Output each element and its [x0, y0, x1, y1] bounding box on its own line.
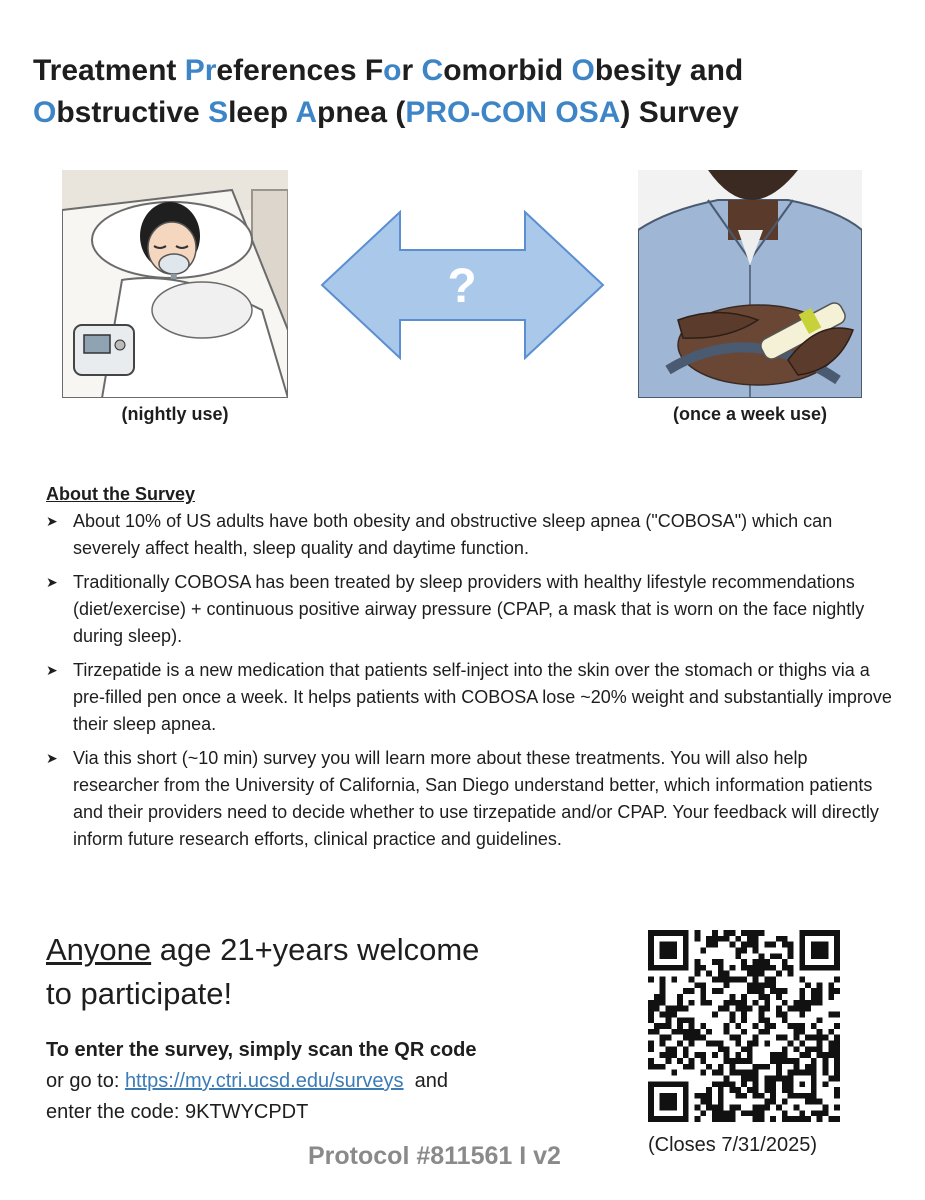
title-text: leep: [228, 96, 296, 129]
title-line-2: [33, 92, 903, 134]
closing-date: (Closes 7/31/2025): [648, 1134, 817, 1156]
survey-url-link[interactable]: https://my.ctri.ucsd.edu/surveys: [124, 1070, 404, 1092]
eligibility-statement: [46, 928, 606, 1016]
double-arrow-icon: [320, 210, 605, 360]
question-mark: ?: [447, 260, 477, 313]
goto-suffix: and: [403, 1070, 449, 1092]
title-highlight: C: [421, 54, 444, 87]
arrowhead-bullet-icon: ➤: [46, 750, 58, 766]
title-text: pnea (: [317, 96, 406, 129]
qr-code-icon[interactable]: [648, 930, 840, 1122]
cpap-sleeper-illustration: [62, 170, 288, 398]
bullet-text: Traditionally COBOSA has been treated by sleep providers with healthy lifestyle recommendations (diet/exercise) + continuous positive airway pressure (CPAP, a mask that is worn on the face nightly during sleep).: [73, 572, 865, 646]
bullet-text: Via this short (~10 min) survey you will learn more about these treatments. You will also help researcher from the University of California, San Diego understand better, which information patients and their providers need to decide whether to use tirzepatide and/or CPAP. Your feedback will directly inform future research efforts, clinical practice and guidelines.: [73, 748, 879, 849]
list-item: [46, 657, 896, 738]
about-bullet-list: [46, 508, 896, 853]
eligibility-line-2: to participate!: [46, 976, 233, 1011]
injection-pen-illustration: [638, 170, 862, 398]
nightly-use-caption: (nightly use): [121, 404, 229, 424]
goto-prefix: or go to:: [46, 1070, 125, 1092]
title-text: r: [401, 54, 422, 87]
survey-title: [33, 50, 903, 134]
title-text: ) Survey: [620, 96, 739, 129]
list-item: [46, 569, 896, 650]
list-item: [46, 508, 896, 562]
enter-instructions: [46, 1035, 626, 1128]
title-text: besity and: [594, 54, 744, 87]
about-heading: About the Survey: [46, 484, 196, 504]
title-highlight: A: [295, 96, 318, 129]
arrowhead-bullet-icon: ➤: [46, 513, 58, 529]
weekly-use-caption: (once a week use): [672, 404, 828, 424]
survey-code: enter the code: 9KTWYCPDT: [46, 1101, 309, 1123]
anyone-emphasis: Anyone: [46, 932, 152, 967]
title-highlight: Pr: [184, 54, 217, 87]
title-text: eferences F: [216, 54, 384, 87]
protocol-number: Protocol #811561 I v2: [308, 1142, 561, 1170]
enter-heading: To enter the survey: [46, 1039, 228, 1061]
title-highlight: S: [208, 96, 229, 129]
arrowhead-bullet-icon: ➤: [46, 574, 58, 590]
title-highlight: PRO-CON OSA: [405, 96, 621, 129]
eligibility-line-1: age 21+years welcome: [151, 932, 480, 967]
title-text: omorbid: [443, 54, 572, 87]
title-highlight: o: [383, 54, 402, 87]
title-text: Treatment: [33, 54, 185, 87]
bullet-text: Tirzepatide is a new medication that patients self-inject into the skin over the stomach or thighs via a pre-filled pen once a week. It helps patients with COBOSA lose ~20% weight and substantially improve their sleep apnea.: [73, 660, 892, 734]
arrowhead-bullet-icon: ➤: [46, 662, 58, 678]
scan-qr-text: , simply scan the QR code: [227, 1039, 477, 1061]
list-item: [46, 745, 896, 853]
title-highlight: O: [571, 54, 595, 87]
bullet-text: About 10% of US adults have both obesity and obstructive sleep apnea ("COBOSA") which can severely affect health, sleep quality and daytime function.: [73, 511, 833, 558]
about-section: [46, 481, 896, 860]
title-line-1: [33, 50, 903, 92]
title-text: bstructive: [56, 96, 209, 129]
title-highlight: O: [33, 96, 57, 129]
